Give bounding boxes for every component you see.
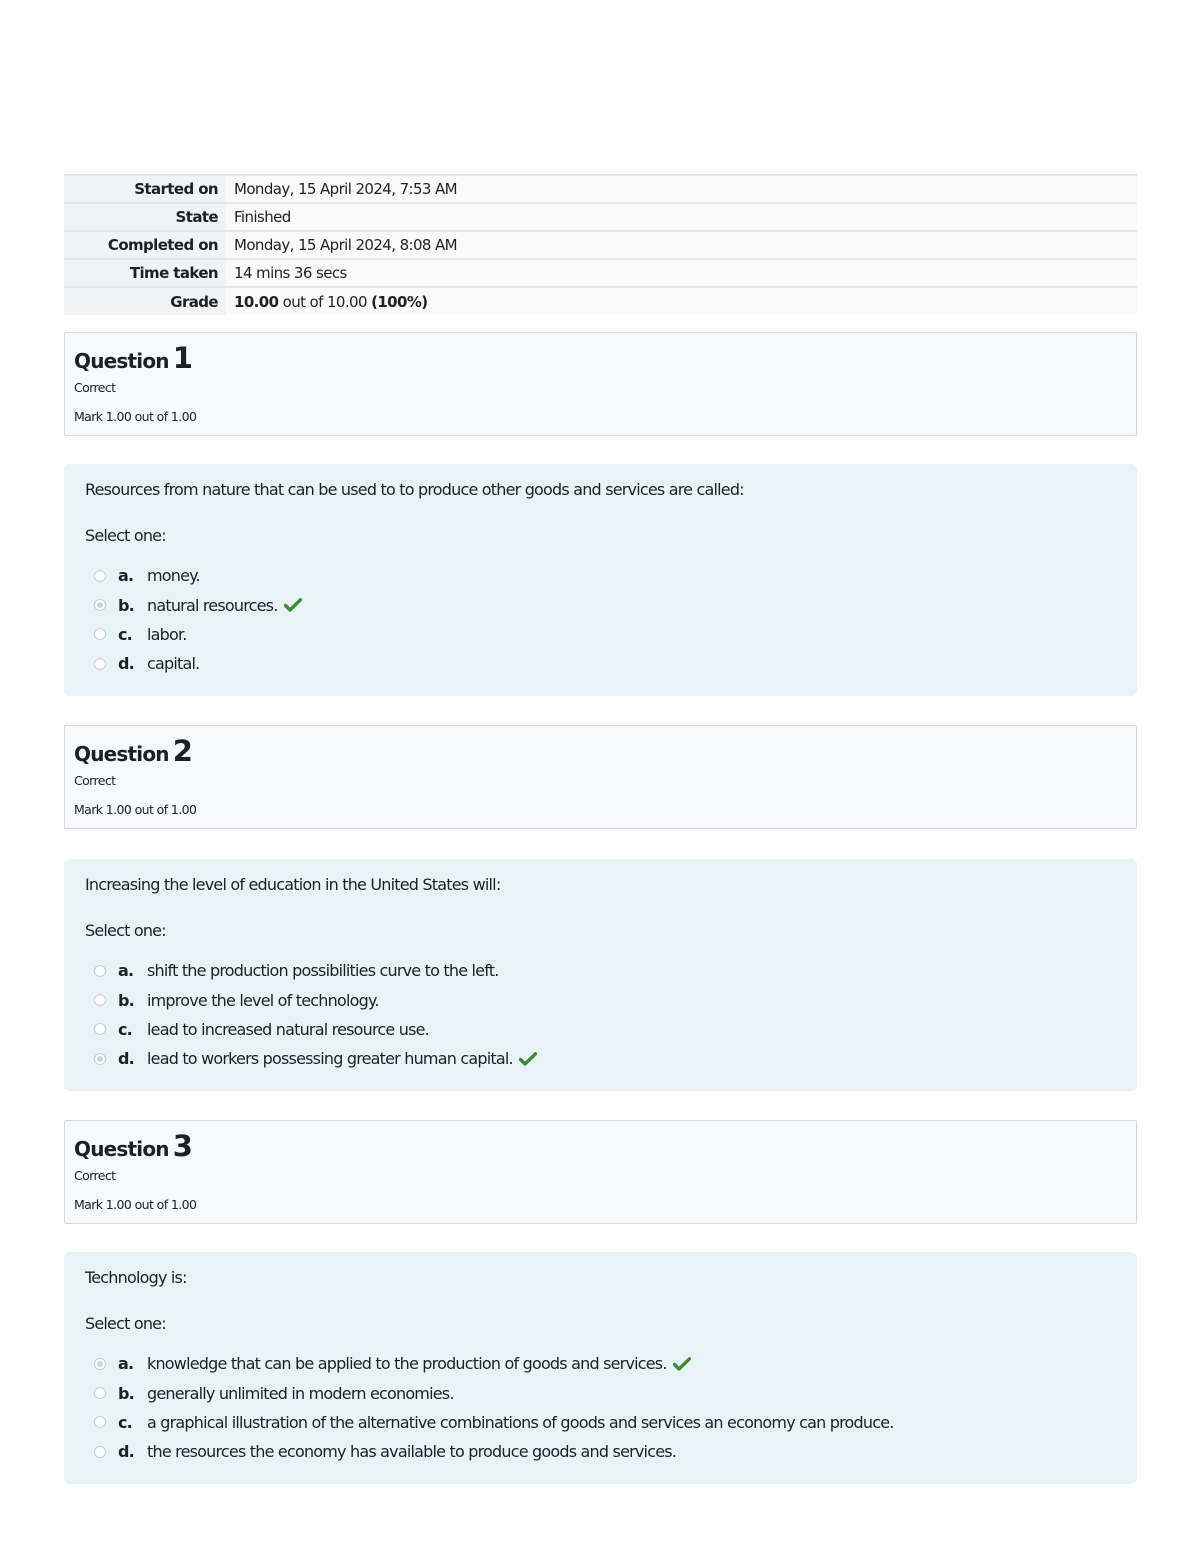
quiz-review-page [64, 174, 1137, 1462]
radio-button[interactable] [94, 994, 106, 1006]
summary-row-grade [64, 287, 1137, 315]
select-one-prompt: Select one: [85, 1314, 166, 1333]
question-text: Technology is: [85, 1268, 187, 1287]
radio-button-checked[interactable] [94, 1358, 106, 1370]
question-info-1 [64, 332, 1137, 436]
answer-letter: b. [118, 595, 134, 615]
radio-button[interactable] [94, 965, 106, 977]
question-number: 2 [172, 734, 193, 768]
question-title [74, 341, 192, 375]
question-text: Resources from nature that can be used to to produce other goods and services are called: [85, 480, 744, 499]
grade-out-of: out of 10.00 [278, 292, 372, 311]
answer-list [94, 1349, 894, 1467]
answer-letter: d. [118, 654, 134, 674]
answer-text: capital. [147, 654, 200, 674]
question-label: Question [74, 742, 169, 766]
answer-letter: d. [118, 1442, 134, 1462]
answer-list [94, 561, 302, 679]
answer-option-a[interactable] [94, 956, 537, 985]
answer-text: a graphical illustration of the alternative combinations of goods and services an economy can produce. [147, 1412, 894, 1432]
question-grade: Mark 1.00 out of 1.00 [74, 802, 197, 817]
answer-letter: b. [118, 1383, 134, 1403]
check-icon [284, 598, 302, 612]
state-value: Finished [226, 203, 1137, 231]
answer-text: the resources the economy has available to produce goods and services. [147, 1442, 677, 1462]
time-label: Time taken [64, 259, 226, 287]
answer-letter: c. [118, 1019, 132, 1039]
radio-button[interactable] [94, 1446, 106, 1458]
answer-option-a[interactable] [94, 561, 302, 590]
answer-option-b[interactable] [94, 590, 302, 619]
question-label: Question [74, 349, 169, 373]
answer-list [94, 956, 537, 1074]
radio-button-checked[interactable] [94, 1053, 106, 1065]
question-content-1 [64, 464, 1137, 696]
attempt-summary-table [64, 174, 1137, 315]
answer-letter: d. [118, 1049, 134, 1069]
answer-text: knowledge that can be applied to the production of goods and services. [147, 1354, 667, 1374]
question-state: Correct [74, 1168, 116, 1183]
question-title [74, 1129, 192, 1163]
grade-percent: (100%) [371, 292, 428, 311]
completed-label: Completed on [64, 231, 226, 259]
answer-text: lead to increased natural resource use. [147, 1019, 429, 1039]
question-number: 1 [172, 341, 193, 375]
grade-value [226, 287, 1137, 315]
question-grade: Mark 1.00 out of 1.00 [74, 409, 197, 424]
question-label: Question [74, 1137, 169, 1161]
grade-label: Grade [64, 287, 226, 315]
answer-letter: a. [118, 1354, 134, 1374]
started-value: Monday, 15 April 2024, 7:53 AM [226, 175, 1137, 203]
question-content-2 [64, 859, 1137, 1091]
summary-row-state [64, 203, 1137, 231]
check-icon [673, 1357, 691, 1371]
question-title [74, 734, 192, 768]
started-label: Started on [64, 175, 226, 203]
radio-button-checked[interactable] [94, 599, 106, 611]
answer-option-b[interactable] [94, 985, 537, 1014]
answer-text: improve the level of technology. [147, 990, 379, 1010]
question-text: Increasing the level of education in the United States will: [85, 875, 501, 894]
answer-text: labor. [147, 624, 187, 644]
answer-text: money. [147, 566, 200, 586]
answer-option-c[interactable] [94, 1015, 537, 1044]
answer-text: natural resources. [147, 595, 278, 615]
answer-text: shift the production possibilities curve to the left. [147, 961, 499, 981]
answer-text: lead to workers possessing greater human capital. [147, 1049, 513, 1069]
answer-option-a[interactable] [94, 1349, 894, 1378]
answer-option-c[interactable] [94, 620, 302, 649]
radio-button[interactable] [94, 1387, 106, 1399]
question-content-3 [64, 1252, 1137, 1484]
question-info-2 [64, 725, 1137, 829]
radio-button[interactable] [94, 628, 106, 640]
question-grade: Mark 1.00 out of 1.00 [74, 1197, 197, 1212]
answer-option-d[interactable] [94, 1044, 537, 1073]
radio-button[interactable] [94, 570, 106, 582]
answer-option-d[interactable] [94, 649, 302, 678]
radio-button[interactable] [94, 1416, 106, 1428]
answer-text: generally unlimited in modern economies. [147, 1383, 454, 1403]
summary-row-time [64, 259, 1137, 287]
radio-button[interactable] [94, 1023, 106, 1035]
answer-letter: b. [118, 990, 134, 1010]
answer-letter: c. [118, 624, 132, 644]
answer-option-d[interactable] [94, 1437, 894, 1466]
radio-button[interactable] [94, 658, 106, 670]
answer-letter: c. [118, 1412, 132, 1432]
grade-score: 10.00 [234, 292, 279, 311]
question-info-3 [64, 1120, 1137, 1224]
answer-option-b[interactable] [94, 1378, 894, 1407]
answer-letter: a. [118, 566, 134, 586]
answer-letter: a. [118, 961, 134, 981]
summary-row-completed [64, 231, 1137, 259]
check-icon [519, 1052, 537, 1066]
select-one-prompt: Select one: [85, 921, 166, 940]
answer-option-c[interactable] [94, 1408, 894, 1437]
completed-value: Monday, 15 April 2024, 8:08 AM [226, 231, 1137, 259]
question-state: Correct [74, 773, 116, 788]
question-number: 3 [172, 1129, 193, 1163]
state-label: State [64, 203, 226, 231]
time-value: 14 mins 36 secs [226, 259, 1137, 287]
select-one-prompt: Select one: [85, 526, 166, 545]
question-state: Correct [74, 380, 116, 395]
summary-row-started [64, 175, 1137, 203]
